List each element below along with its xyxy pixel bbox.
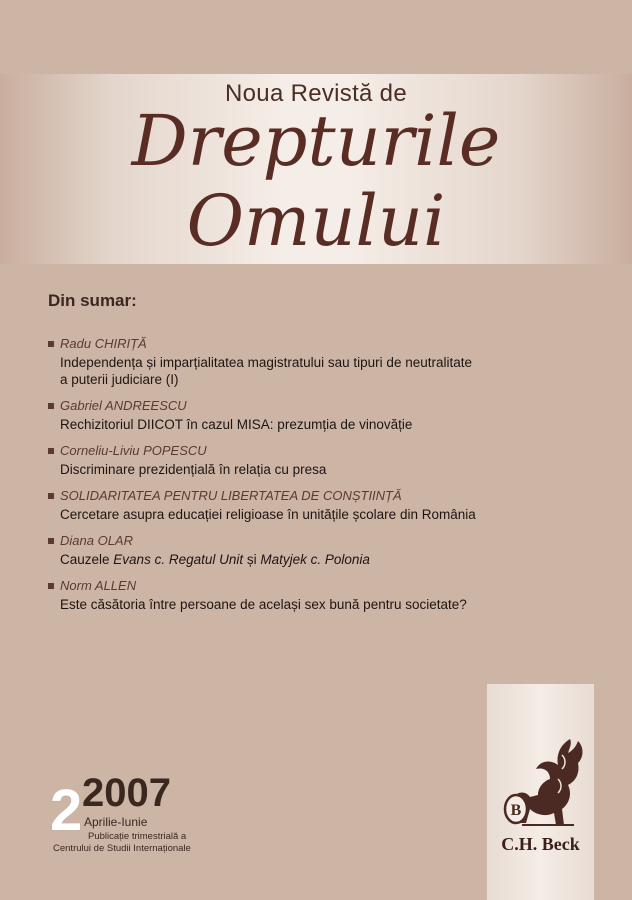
griffin-logo-icon <box>500 735 586 833</box>
issue-number: 2 <box>50 778 83 843</box>
publication-note-line2: Centrului de Studii Internaționale <box>53 843 191 854</box>
article-author: Radu CHIRIȚĂ <box>48 335 608 352</box>
summary-heading: Din sumar: <box>48 291 137 310</box>
article-author: Norm ALLEN <box>48 577 608 594</box>
logo-letter: B <box>510 802 522 819</box>
article-author: Gabriel ANDREESCU <box>48 397 608 414</box>
article-title-cont: a puterii judiciare (I) <box>60 372 179 387</box>
journal-title-line2: Omului <box>186 180 446 262</box>
article-list <box>48 335 608 622</box>
article-author: Corneliu-Liviu POPESCU <box>48 442 608 459</box>
issue-period: Aprilie-Iunie <box>84 815 148 829</box>
bullet-icon <box>48 448 54 454</box>
journal-title-line1: Drepturile <box>131 100 501 182</box>
issue-year: 2007 <box>82 771 171 815</box>
bullet-icon <box>48 538 54 544</box>
publication-note-line1: Publicație trimestrială a <box>88 831 187 842</box>
bullet-icon <box>48 493 54 499</box>
bullet-icon <box>48 341 54 347</box>
article-author: Diana OLAR <box>48 532 608 549</box>
article-title: Independența și imparțialitatea magistratului sau tipuri de neutralitate <box>60 355 472 370</box>
article-title: Rechizitoriul DIICOT în cazul MISA: prezumția de vinovăție <box>60 417 413 432</box>
article-title: Cauzele Evans c. Regatul Unit și Matyjek c. Polonia <box>60 552 370 567</box>
article-author: SOLIDARITATEA PENTRU LIBERTATEA DE CONȘTIINȚĂ <box>48 487 608 504</box>
publisher-name: C.H. Beck <box>501 834 580 854</box>
journal-subtitle: Noua Revistă de <box>225 80 407 107</box>
article-item <box>48 335 608 388</box>
bullet-icon <box>48 403 54 409</box>
article-item <box>48 577 608 613</box>
article-title: Cercetare asupra educației religioase în unitățile școlare din România <box>60 507 476 522</box>
bullet-icon <box>48 583 54 589</box>
article-item <box>48 487 608 523</box>
article-item <box>48 442 608 478</box>
article-item <box>48 397 608 433</box>
article-title: Discriminare prezidențială în relația cu presa <box>60 462 327 477</box>
article-title: Este căsătoria între persoane de același sex bună pentru societate? <box>60 597 467 612</box>
article-item <box>48 532 608 568</box>
